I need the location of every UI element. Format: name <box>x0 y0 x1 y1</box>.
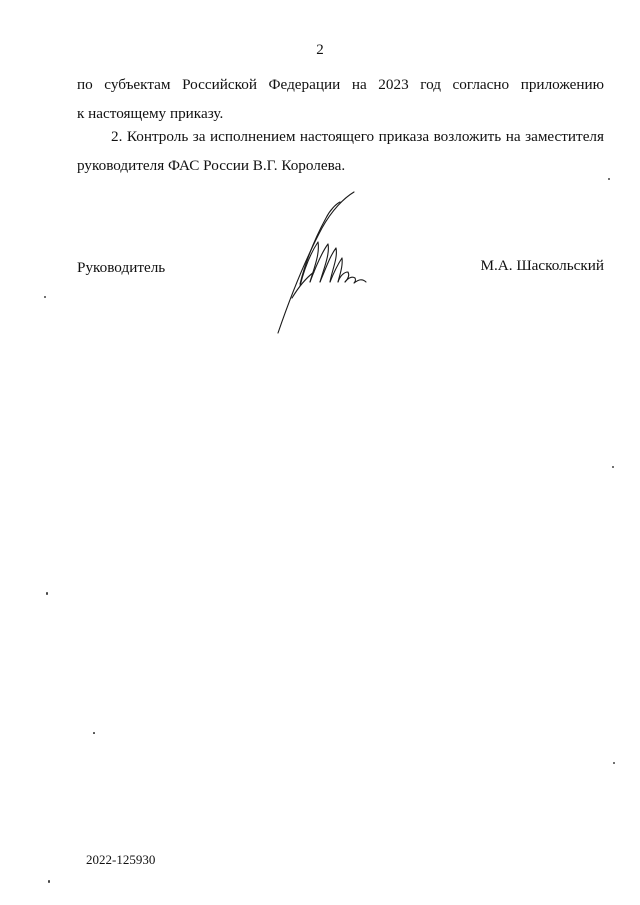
page-number: 2 <box>316 42 324 58</box>
signer-title: Руководитель <box>77 259 166 276</box>
handwritten-signature <box>270 188 380 338</box>
scan-speck <box>48 880 50 883</box>
scan-speck <box>608 178 610 180</box>
signer-name: М.А. Шаскольский <box>480 257 604 274</box>
paragraph-1 <box>77 70 604 128</box>
scan-speck <box>44 296 46 298</box>
scan-speck <box>93 732 95 734</box>
paragraph-line: руководителя ФАС России В.Г. Королева. <box>77 157 346 174</box>
scan-speck <box>46 592 48 595</box>
scan-speck <box>613 762 615 764</box>
paragraph-line: по субъектам Российской Федерации на 2023 год согласно приложению <box>77 76 604 93</box>
paragraph-2 <box>77 122 604 180</box>
scan-speck <box>612 466 614 468</box>
paragraph-line: к настоящему приказу. <box>77 105 224 122</box>
paragraph-line: 2. Контроль за исполнением настоящего приказа возложить на заместителя <box>111 128 604 145</box>
document-id: 2022-125930 <box>86 852 156 867</box>
